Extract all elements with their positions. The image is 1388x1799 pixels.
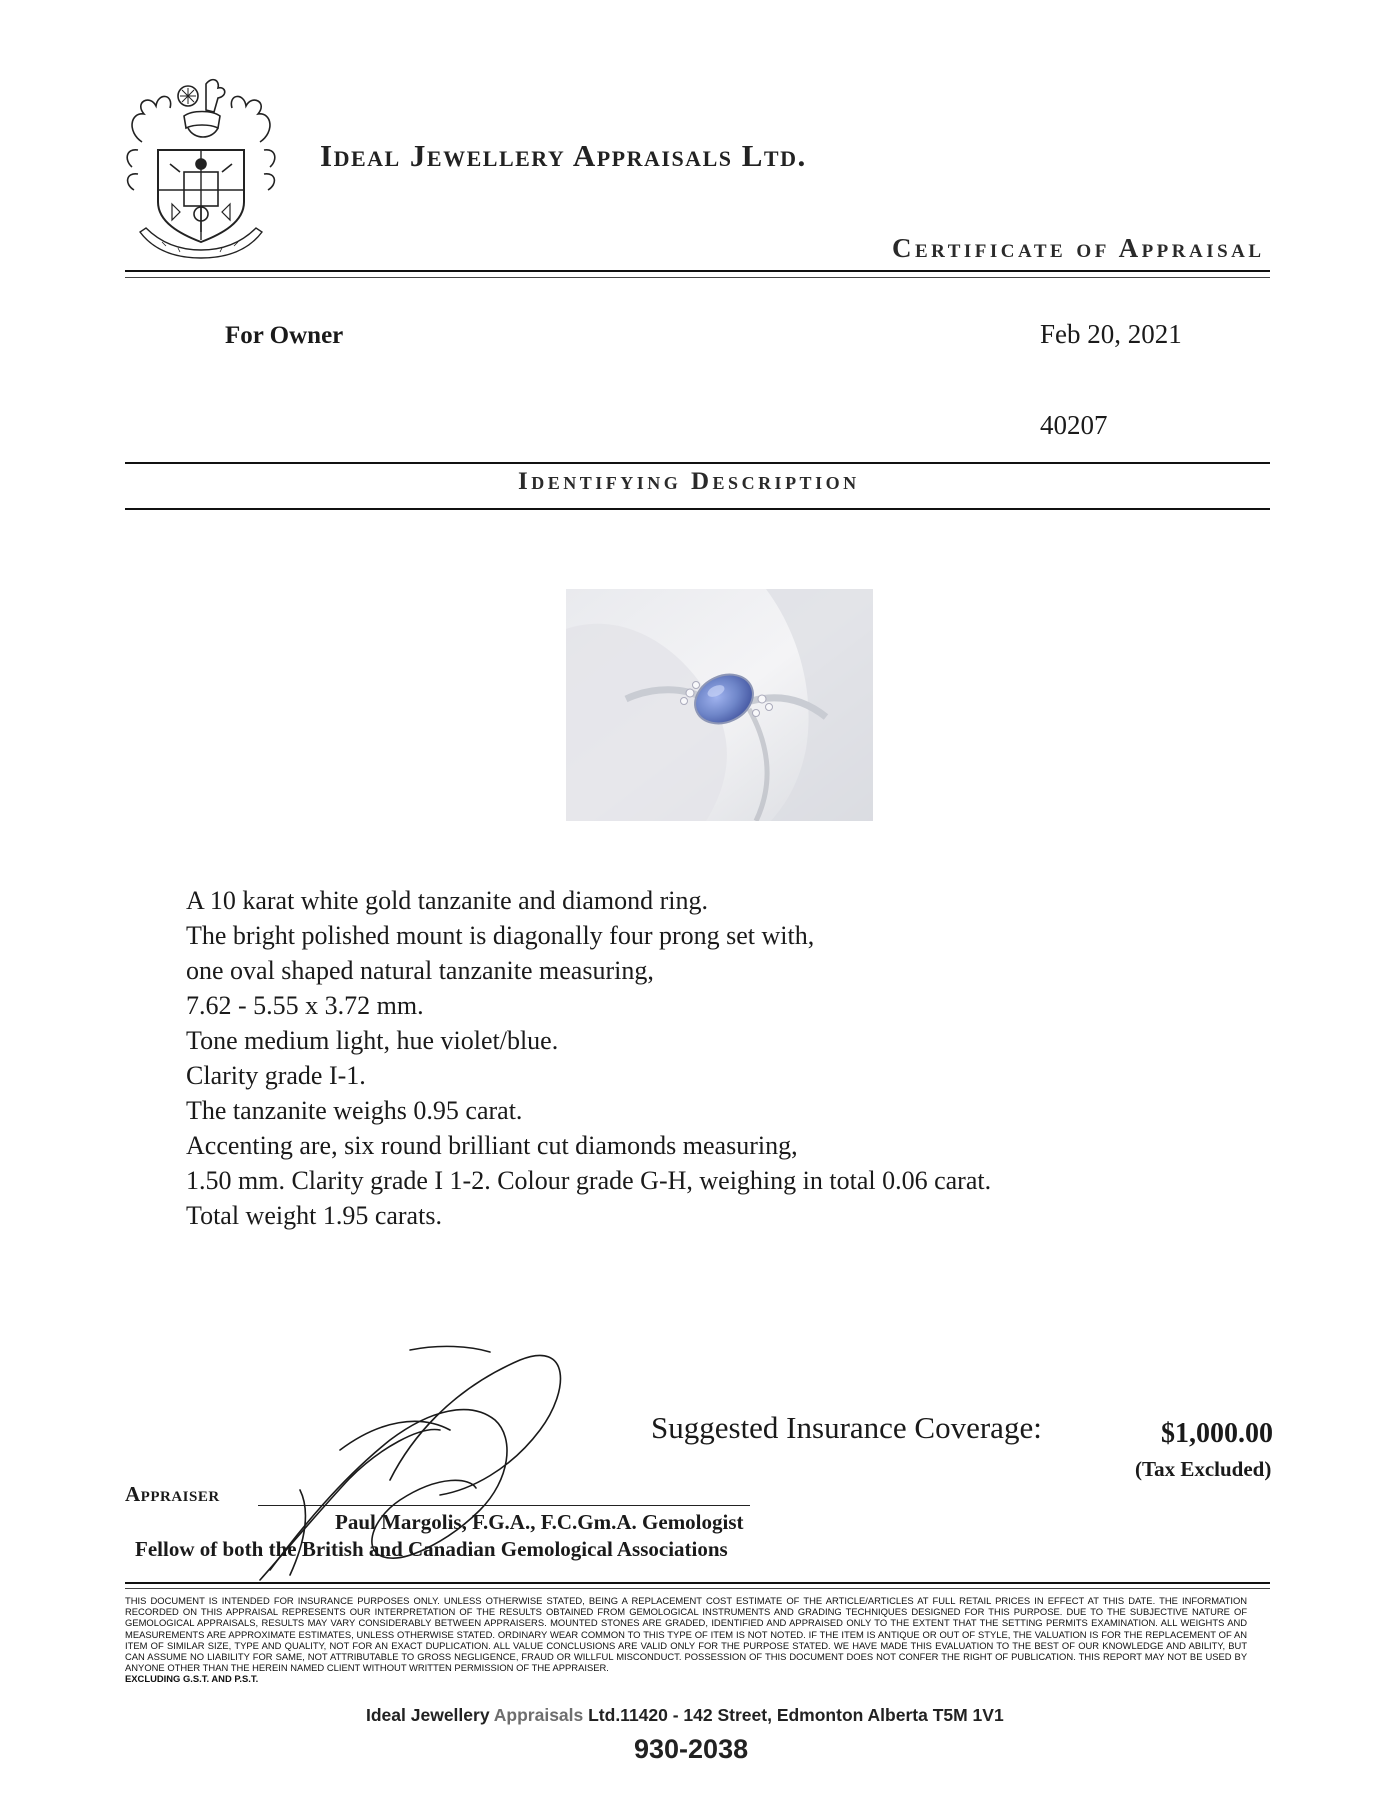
description-line: Accenting are, six round brilliant cut diamonds measuring, <box>186 1131 798 1160</box>
ring-photo <box>566 589 873 821</box>
description-line: one oval shaped natural tanzanite measuring, <box>186 956 654 985</box>
company-name: Ideal Jewellery Appraisals Ltd. <box>320 138 807 173</box>
description-line: Clarity grade I-1. <box>186 1061 366 1090</box>
coverage-label: Suggested Insurance Coverage: <box>651 1410 1042 1445</box>
description-line: The tanzanite weighs 0.95 carat. <box>186 1096 523 1125</box>
appraiser-credentials: Fellow of both the British and Canadian Gemological Associations <box>135 1537 728 1561</box>
disclaimer-text <box>125 1596 1247 1686</box>
description-line: 1.50 mm. Clarity grade I 1-2. Colour grade G-H, weighing in total 0.06 carat. <box>186 1166 992 1195</box>
disclaimer-tax-line: EXCLUDING G.S.T. AND P.S.T. <box>125 1674 259 1686</box>
footer-phone: 930-2038 <box>634 1734 749 1764</box>
section-divider-bottom <box>125 508 1270 510</box>
header-divider <box>125 270 1270 272</box>
disclaimer-body: THIS DOCUMENT IS INTENDED FOR INSURANCE PURPOSES ONLY. UNLESS OTHERWISE STATED, BEING A REPLACEMENT COST ESTIMATE OF THE ARTICLE/ARTICLES AT FULL RETAIL PRICES IN EFFECT AT THIS DATE. THE INFORMATION RECORDED ON THIS APPRAISAL REPRESENTS OUR INTERPRETATION OF THE RESULTS OBTAINED FROM GEMOLOGICAL INSTRUMENTS AND GRADING TECHNIQUES DESIGNED FOR THIS PURPOSE. DUE TO THE SUBJECTIVE NATURE OF GEMOLOGICAL APPRAISALS, RESULTS MAY VARY CONSIDERABLY BETWEEN APPRAISERS. MOUNTED STONES ARE GRADED, IDENTIFIED AND APPRAISED ONLY TO THE EXTENT THAT THE SETTING PERMITS EXAMINATION. ALL WEIGHTS AND MEASUREMENTS ARE APPROXIMATE ESTIMATES, UNLESS OTHERWISE STATED. ORDINARY WEAR COMMON TO THIS TYPE OF ITEM IS NOT NOTED. IF THE ITEM IS ANTIQUE OR OUT OF STYLE, THE VALUATION IS FOR THE REPLACEMENT OF AN ITEM OF SIMILAR SIZE, TYPE AND QUALITY, NOT FOR AN EXACT DUPLICATION. ALL VALUE CONCLUSIONS ARE VALID ONLY FOR THE PURPOSE STATED. WE HAVE MADE THIS EVALUATION TO THE BEST OF OUR KNOWLEDGE AND ABILITY, BUT CAN ASSUME NO LIABILITY FOR SAME, NOT ATTRIBUTABLE TO GROSS NEGLIGENCE, FRAUD OR WILLFUL MISCONDUCT. POSSESSION OF THIS DOCUMENT DOES NOT CONFER THE RIGHT OF PUBLICATION. THIS REPORT MAY NOT BE USED BY ANYONE OTHER THAN THE HEREIN NAMED CLIENT WITHOUT WRITTEN PERMISSION OF THE APPRAISER. <box>125 1596 1248 1675</box>
appraiser-label: Appraiser <box>125 1482 220 1506</box>
disclaimer-divider-secondary <box>125 1588 1270 1589</box>
owner-label: For Owner <box>225 322 344 349</box>
certificate-number: 40207 <box>1040 410 1108 440</box>
appraisal-date: Feb 20, 2021 <box>1040 319 1182 349</box>
company-crest-logo <box>122 72 280 260</box>
footer-address <box>366 1705 1004 1726</box>
document-title: Certificate of Appraisal <box>892 233 1265 263</box>
item-description <box>186 883 1186 1233</box>
coverage-amount: $1,000.00 <box>1161 1418 1273 1449</box>
header-divider-secondary <box>125 277 1270 278</box>
description-line: The bright polished mount is diagonally four prong set with, <box>186 921 815 950</box>
section-divider-top <box>125 462 1270 464</box>
footer-company-accent: Appraisals <box>493 1705 584 1725</box>
tax-note: (Tax Excluded) <box>1135 1457 1272 1481</box>
description-line: 7.62 - 5.55 x 3.72 mm. <box>186 991 424 1020</box>
footer-street: Ltd.11420 - 142 Street, Edmonton Alberta T5M 1V1 <box>583 1705 1004 1725</box>
disclaimer-divider <box>125 1582 1270 1584</box>
footer-company: Ideal Jewellery <box>366 1705 494 1725</box>
description-line: A 10 karat white gold tanzanite and diamond ring. <box>186 886 709 915</box>
section-title: Identifying Description <box>518 468 860 495</box>
appraiser-name: Paul Margolis, F.G.A., F.C.Gm.A. Gemologist <box>335 1510 744 1534</box>
description-line: Tone medium light, hue violet/blue. <box>186 1026 559 1055</box>
appraiser-signature <box>240 1330 660 1590</box>
description-line: Total weight 1.95 carats. <box>186 1201 442 1230</box>
